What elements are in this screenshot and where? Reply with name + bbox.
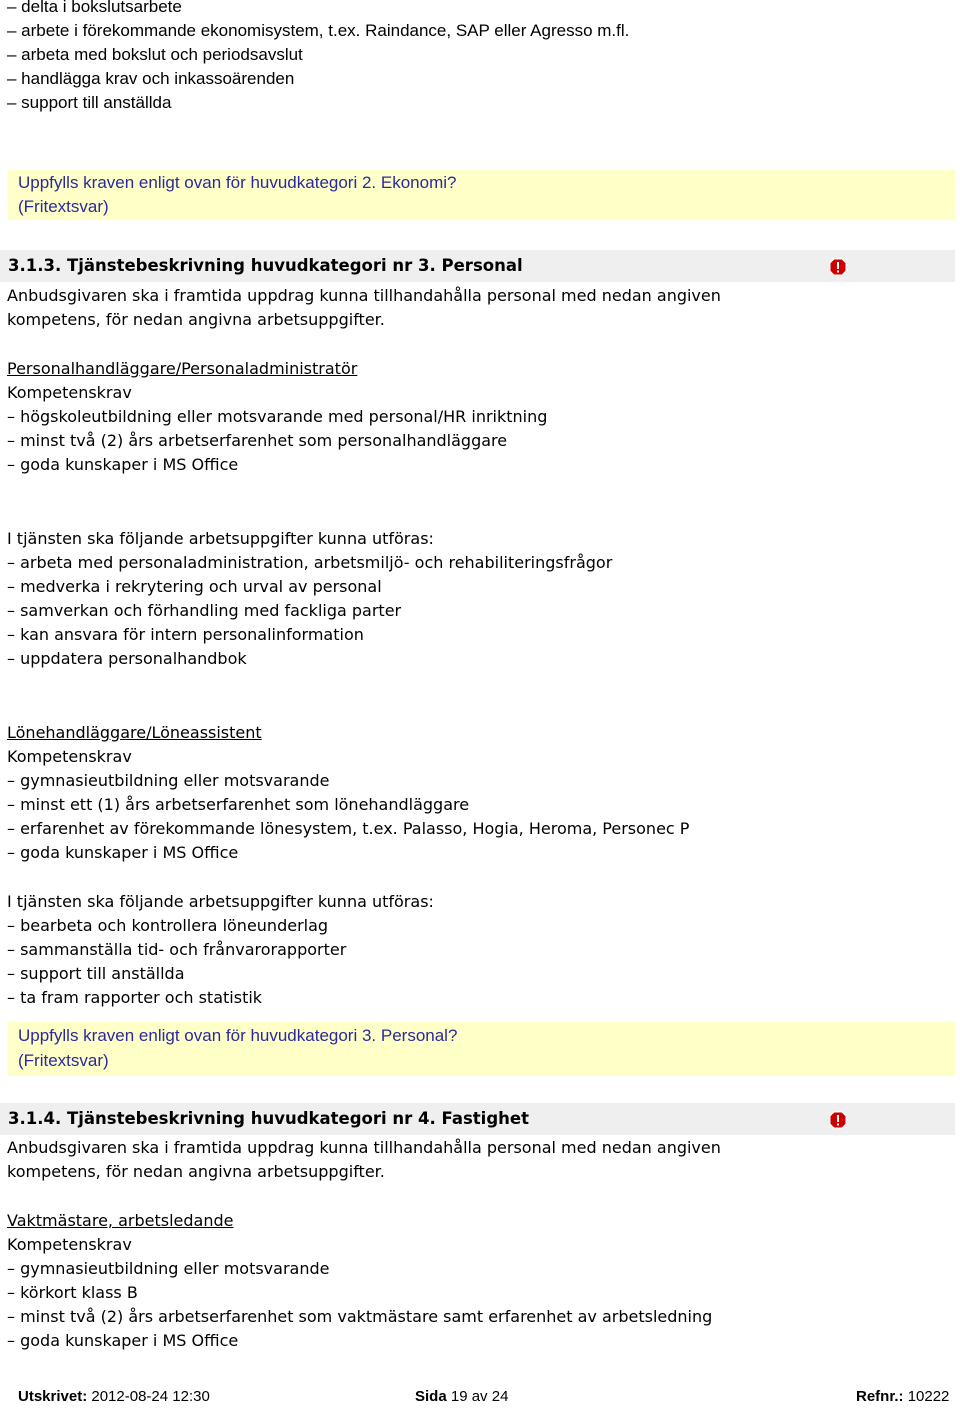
page-sep: av — [471, 1388, 488, 1405]
list-item: – samverkan och förhandling med fackliga parter — [7, 601, 402, 620]
section-header-property — [0, 1103, 955, 1135]
footer-printed — [18, 1386, 210, 1408]
intro-line: Anbudsgivaren ska i framtida uppdrag kunna tillhandahålla personal med nedan angiven — [7, 286, 721, 305]
list-item: – medverka i rekrytering och urval av personal — [7, 577, 382, 596]
warning-icon — [829, 1111, 847, 1129]
list-item: – handlägga krav och inkassoärenden — [7, 69, 295, 88]
role-title: Lönehandläggare/Löneassistent — [7, 723, 262, 742]
section-body-property — [7, 1136, 721, 1353]
list-item: – gymnasieutbildning eller motsvarande — [7, 771, 330, 790]
list-item: – gymnasieutbildning eller motsvarande — [7, 1259, 330, 1278]
page-label: Sida — [415, 1388, 447, 1405]
tasks-label: I tjänsten ska följande arbetsuppgifter kunna utföras: — [7, 892, 434, 911]
tasks-label: I tjänsten ska följande arbetsuppgifter kunna utföras: — [7, 529, 434, 548]
answer-question: Uppfylls kraven enligt ovan för huvudkategori 2. Ekonomi? — [18, 173, 457, 192]
list-item: – bearbeta och kontrollera löneunderlag — [7, 916, 329, 935]
list-item: – support till anställda — [7, 93, 172, 112]
intro-line: Anbudsgivaren ska i framtida uppdrag kunna tillhandahålla personal med nedan angiven — [7, 1138, 721, 1157]
section-header-personal — [0, 250, 955, 282]
top-list — [7, 0, 629, 115]
list-item: – arbete i förekommande ekonomisystem, t.ex. Raindance, SAP eller Agresso m.fl. — [7, 21, 630, 40]
answer-placeholder[interactable]: (Fritextsvar) — [18, 1051, 109, 1070]
list-item: – minst ett (1) års arbetserfarenhet som lönehandläggare — [7, 795, 470, 814]
intro-line: kompetens, för nedan angivna arbetsuppgifter. — [7, 1162, 385, 1181]
footer-page — [415, 1386, 508, 1408]
list-item: – arbeta med bokslut och periodsavslut — [7, 45, 303, 64]
list-item: – goda kunskaper i MS Office — [7, 1331, 239, 1350]
list-item: – minst två (2) års arbetserfarenhet som personalhandläggare — [7, 431, 508, 450]
footer-ref — [856, 1386, 949, 1408]
answer-box-economy[interactable] — [8, 170, 955, 220]
printed-value: 2012-08-24 12:30 — [91, 1388, 210, 1405]
section-heading: 3.1.3. Tjänstebeskrivning huvudkategori nr 3. Personal — [8, 256, 523, 275]
list-item: – goda kunskaper i MS Office — [7, 455, 239, 474]
list-item: – arbeta med personaladministration, arbetsmiljö- och rehabiliteringsfrågor — [7, 553, 613, 572]
page-current: 19 — [450, 1388, 468, 1405]
ref-value: 10222 — [907, 1388, 950, 1405]
answer-box-personal[interactable] — [8, 1022, 955, 1076]
warning-icon — [829, 258, 847, 276]
requirements-label: Kompetenskrav — [7, 1235, 132, 1254]
requirements-label: Kompetenskrav — [7, 747, 132, 766]
printed-label: Utskrivet: — [18, 1388, 88, 1405]
requirements-label: Kompetenskrav — [7, 383, 132, 402]
list-item: – kan ansvara för intern personalinformation — [7, 625, 364, 644]
answer-placeholder[interactable]: (Fritextsvar) — [18, 197, 109, 216]
list-item: – körkort klass B — [7, 1283, 138, 1302]
role-title: Vaktmästare, arbetsledande — [7, 1211, 234, 1230]
list-item: – delta i bokslutsarbete — [7, 0, 182, 16]
list-item: – support till anställda — [7, 964, 185, 983]
section-heading: 3.1.4. Tjänstebeskrivning huvudkategori nr 4. Fastighet — [8, 1109, 529, 1128]
list-item: – högskoleutbildning eller motsvarande med personal/HR inriktning — [7, 407, 548, 426]
ref-label: Refnr.: — [856, 1388, 904, 1405]
page-total: 24 — [491, 1388, 509, 1405]
list-item: – goda kunskaper i MS Office — [7, 843, 239, 862]
answer-question: Uppfylls kraven enligt ovan för huvudkategori 3. Personal? — [18, 1026, 458, 1045]
list-item: – sammanställa tid- och frånvarorapporter — [7, 940, 347, 959]
role-title: Personalhandläggare/Personaladministratör — [7, 359, 358, 378]
intro-line: kompetens, för nedan angivna arbetsuppgifter. — [7, 310, 385, 329]
list-item: – uppdatera personalhandbok — [7, 649, 247, 668]
list-item: – minst två (2) års arbetserfarenhet som vaktmästare samt erfarenhet av arbetsledning — [7, 1307, 713, 1326]
list-item: – ta fram rapporter och statistik — [7, 988, 263, 1007]
section-body-personal — [7, 284, 721, 1010]
list-item: – erfarenhet av förekommande lönesystem, t.ex. Palasso, Hogia, Heroma, Personec P — [7, 819, 690, 838]
